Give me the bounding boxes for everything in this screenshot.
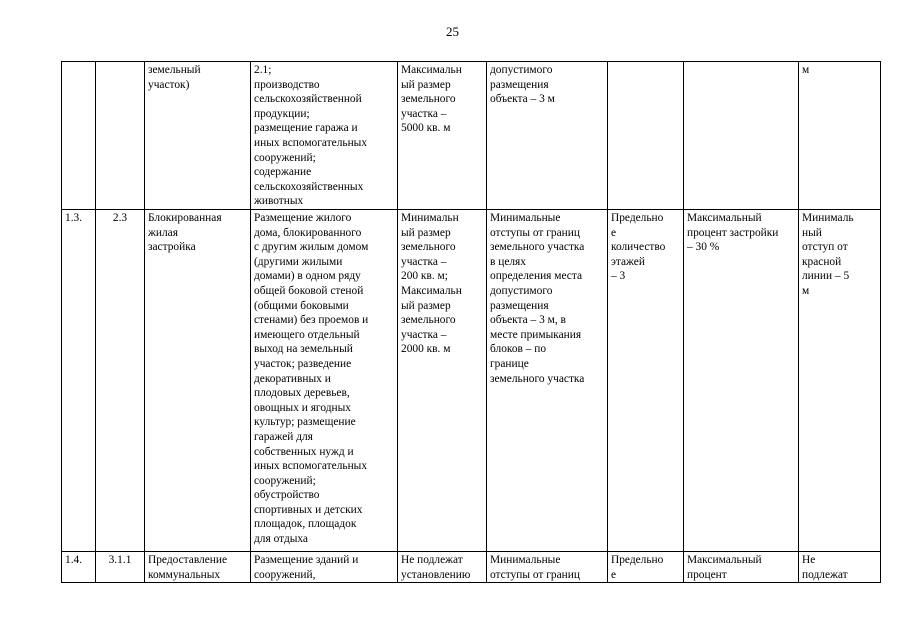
- cell-plot-size: Минимальн ый размер земельного участка – 200 кв. м; Максимальн ый размер земельного участка – 2000 кв. м: [398, 210, 487, 552]
- cell-use-type: Предоставление коммунальных: [145, 552, 251, 583]
- table-row: [62, 210, 881, 552]
- cell-floors: [608, 62, 684, 210]
- cell-plot-size: Не подлежат установлению: [398, 552, 487, 583]
- table-row: [62, 552, 881, 583]
- cell-coverage: Максимальный процент застройки – 30 %: [684, 210, 799, 552]
- cell-code: 3.1.1: [96, 552, 145, 583]
- cell-red-line-setback: Минималь ный отступ от красной линии – 5 м: [799, 210, 881, 552]
- table-row: [62, 62, 881, 210]
- cell-floors: Предельно е количество этажей – 3: [608, 210, 684, 552]
- cell-coverage: Максимальный процент: [684, 552, 799, 583]
- cell-row-number: [62, 62, 96, 210]
- cell-row-number: 1.4.: [62, 552, 96, 583]
- page-number: 25: [446, 24, 459, 39]
- cell-description: Размещение зданий и сооружений,: [251, 552, 398, 583]
- cell-plot-size: Максимальн ый размер земельного участка – 5000 кв. м: [398, 62, 487, 210]
- cell-setbacks: Минимальные отступы от границ: [487, 552, 608, 583]
- cell-code: [96, 62, 145, 210]
- cell-setbacks: допустимого размещения объекта – 3 м: [487, 62, 608, 210]
- cell-coverage: [684, 62, 799, 210]
- cell-setbacks: Минимальные отступы от границ земельного участка в целях определения места допустимого размещения объекта – 3 м, в месте примыкания блоков – по границе земельного участка: [487, 210, 608, 552]
- cell-use-type: Блокированная жилая застройка: [145, 210, 251, 552]
- cell-description: Размещение жилого дома, блокированного с другим жилым домом (другими жилыми домами) в одном ряду общей боковой стеной (общими боковыми стенами) без проемов и имеющего отдельный выход на земельный участок; разведение декоративных и плодовых деревьев, овощных и ягодных культур; размещение гаражей для собственных нужд и иных вспомогательных сооружений; обустройство спортивных и детских площадок, площадок для отдыха: [251, 210, 398, 552]
- cell-code: 2.3: [96, 210, 145, 552]
- cell-red-line-setback: м: [799, 62, 881, 210]
- cell-use-type: земельный участок): [145, 62, 251, 210]
- cell-row-number: 1.3.: [62, 210, 96, 552]
- zoning-regulations-table: [61, 61, 881, 583]
- cell-red-line-setback: Не подлежат: [799, 552, 881, 583]
- cell-description: 2.1; производство сельскохозяйственной продукции; размещение гаража и иных вспомогательных сооружений; содержание сельскохозяйственных животных: [251, 62, 398, 210]
- cell-floors: Предельно е: [608, 552, 684, 583]
